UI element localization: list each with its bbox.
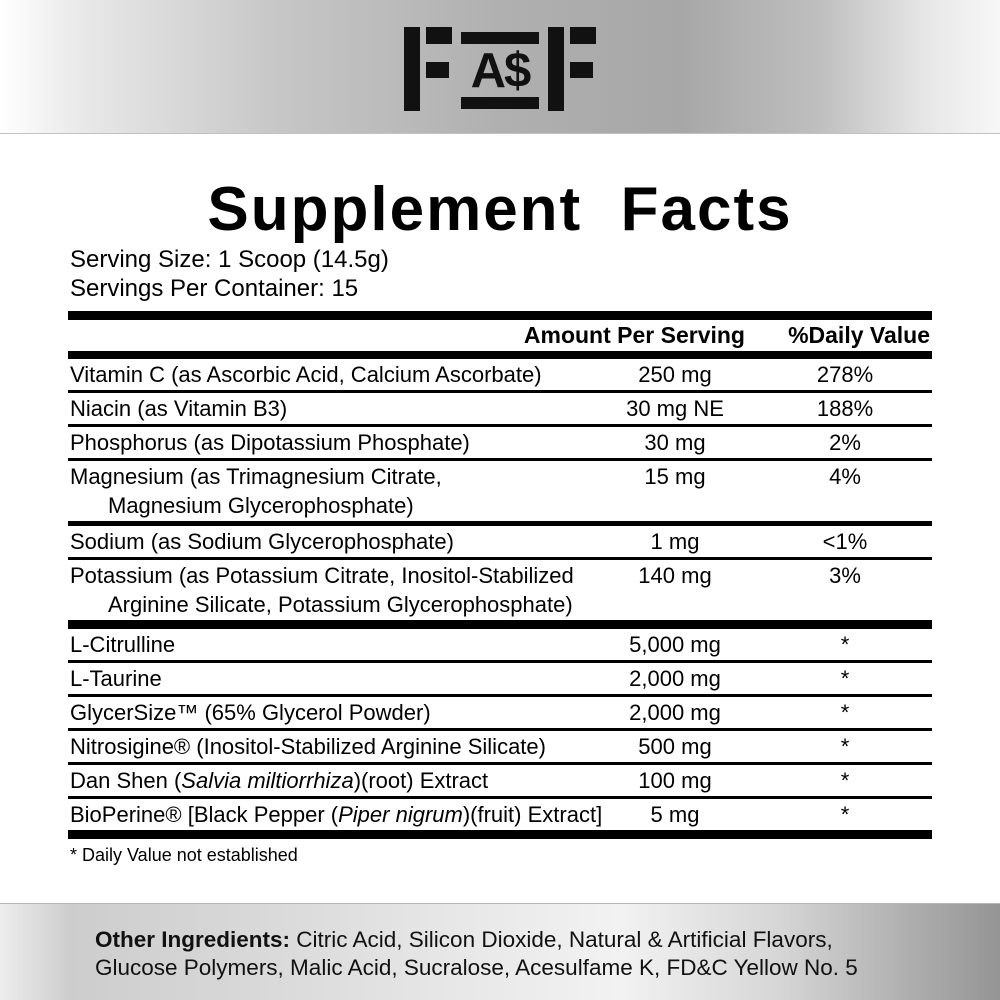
- nutrient-daily-value: 188%: [816, 396, 874, 421]
- table-row: [68, 461, 932, 521]
- servings-per-container: Servings Per Container: 15: [70, 274, 359, 302]
- table-bottom-bar: [68, 830, 932, 839]
- nutrient-amount: 500 mg: [638, 734, 712, 759]
- logo-f-arm-top: [570, 27, 596, 44]
- nutrient-amount: 15 mg: [644, 464, 706, 489]
- table-top-bar: [68, 311, 932, 320]
- nutrient-daily-value: 2%: [829, 430, 861, 455]
- nutrient-name: BioPerine® [Black Pepper (Piper nigrum)(fruit) Extract]: [70, 802, 603, 827]
- nutrient-amount: 140 mg: [638, 563, 712, 588]
- logo-bottom-bar: [461, 97, 539, 109]
- nutrient-daily-value: *: [840, 802, 850, 827]
- page-title: Supplement Facts: [207, 175, 793, 244]
- nutrient-amount: 2,000 mg: [629, 666, 721, 691]
- nutrient-daily-value: *: [840, 632, 850, 657]
- nutrient-name: L-Taurine: [70, 666, 162, 691]
- nutrient-amount: 250 mg: [638, 362, 712, 387]
- table-row: [68, 629, 932, 660]
- nutrient-name: Sodium (as Sodium Glycerophosphate): [70, 529, 454, 554]
- nutrient-daily-value: <1%: [822, 529, 868, 554]
- other-ingredients: [95, 926, 905, 981]
- logo-f-stem: [404, 27, 420, 111]
- table-row: [68, 393, 932, 424]
- table-row: [68, 560, 932, 620]
- logo-f-arm-mid: [426, 62, 449, 78]
- table-row: [68, 526, 932, 557]
- nutrient-daily-value: 278%: [816, 362, 874, 387]
- other-ingredients-label: Other Ingredients:: [95, 927, 291, 952]
- nutrient-name: Phosphorus (as Dipotassium Phosphate): [70, 430, 470, 455]
- nutrient-name-line2: Arginine Silicate, Potassium Glycerophosphate): [108, 592, 573, 617]
- table-row: [68, 799, 932, 830]
- table-row: [68, 427, 932, 458]
- supplement-facts-table: [68, 311, 932, 866]
- table-header-row: [68, 320, 932, 351]
- nutrient-name: Dan Shen (Salvia miltiorrhiza)(root) Extract: [70, 768, 489, 793]
- logo-f-stem: [548, 27, 564, 111]
- label-content: [0, 134, 1000, 866]
- logo-f-arm-top: [426, 27, 452, 44]
- daily-value-footnote: * Daily Value not established: [70, 845, 298, 865]
- other-ingredients-text: Citric Acid, Silicon Dioxide, Natural & Artificial Flavors, Glucose Polymers, Malic Acid, Sucralose, Acesulfame K, FD&C Yellow No. 5: [95, 927, 858, 980]
- nutrient-amount: 30 mg: [644, 430, 706, 455]
- logo-middle-block: [461, 27, 539, 111]
- nutrient-daily-value: 4%: [829, 464, 861, 489]
- brand-logo: [404, 27, 596, 111]
- header-divider-bar: [68, 351, 932, 359]
- nutrient-name: L-Citrulline: [70, 632, 176, 657]
- nutrient-daily-value: 3%: [829, 563, 861, 588]
- header-amount-per-serving: Amount Per Serving: [523, 322, 745, 348]
- row-separator: [68, 620, 932, 629]
- nutrient-daily-value: *: [840, 666, 850, 691]
- nutrient-amount: 5 mg: [650, 802, 700, 827]
- nutrient-amount: 100 mg: [638, 768, 712, 793]
- table-row: [68, 731, 932, 762]
- serving-size: Serving Size: 1 Scoop (14.5g): [70, 246, 389, 273]
- nutrient-name: Nitrosigine® (Inositol-Stabilized Arginine Silicate): [70, 734, 546, 759]
- top-metallic-band: [0, 0, 1000, 134]
- logo-f-arm-mid: [570, 62, 593, 78]
- nutrient-amount: 5,000 mg: [629, 632, 721, 657]
- logo-letters-as: A$: [470, 43, 530, 98]
- logo-letter-f-left: [404, 27, 452, 111]
- logo-letter-f-right: [548, 27, 596, 111]
- nutrient-name: Niacin (as Vitamin B3): [70, 396, 288, 421]
- nutrient-name: Magnesium (as Trimagnesium Citrate, Magnesium Glycerophosphate): [70, 464, 442, 518]
- table-row: [68, 765, 932, 796]
- bottom-metallic-band: [0, 903, 1000, 1000]
- nutrient-name: GlycerSize™ (65% Glycerol Powder): [70, 700, 431, 725]
- nutrient-daily-value: *: [840, 700, 850, 725]
- nutrient-daily-value: *: [840, 734, 850, 759]
- nutrient-daily-value: *: [840, 768, 850, 793]
- table-row: [68, 697, 932, 728]
- nutrient-amount: 2,000 mg: [629, 700, 721, 725]
- nutrient-amount: 1 mg: [650, 529, 700, 554]
- nutrient-rows: [68, 359, 932, 830]
- nutrient-name-line2: Magnesium Glycerophosphate): [108, 493, 414, 518]
- logo-top-bar: [461, 32, 539, 44]
- nutrient-name: Potassium (as Potassium Citrate, Inositol-Stabilized Arginine Silicate, Potassium Glycerophosphate): [70, 563, 574, 617]
- table-row: [68, 359, 932, 390]
- table-row: [68, 663, 932, 694]
- nutrient-amount: 30 mg NE: [626, 396, 724, 421]
- header-daily-value: %Daily Value: [788, 322, 930, 348]
- nutrient-name: Vitamin C (as Ascorbic Acid, Calcium Ascorbate): [70, 362, 542, 387]
